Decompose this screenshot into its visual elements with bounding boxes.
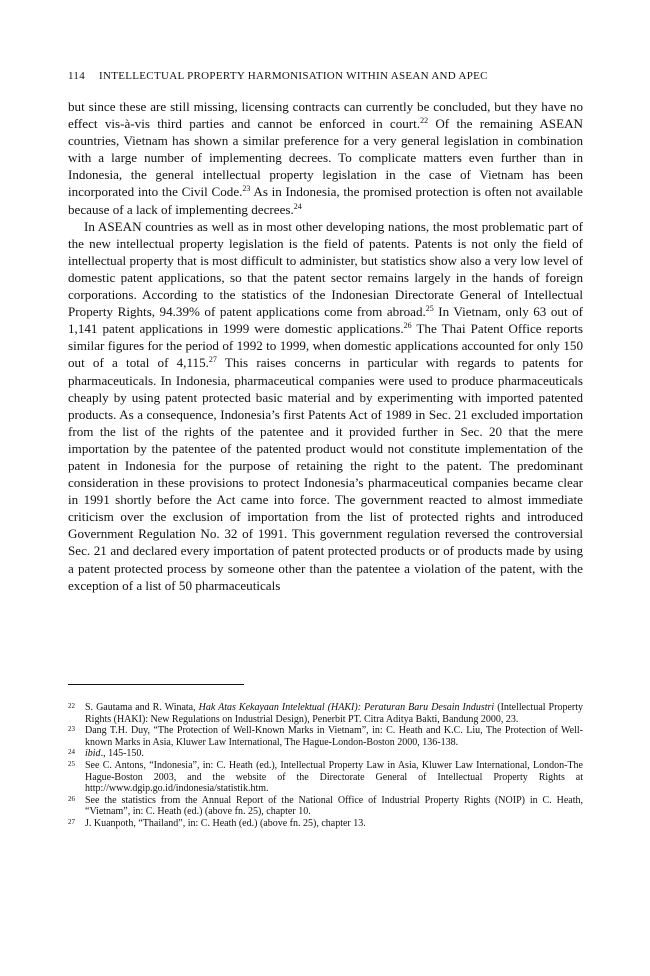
footnote-ref-22[interactable]: 22 xyxy=(420,116,429,126)
footnote-27 xyxy=(68,818,583,830)
text-run: In ASEAN countries as well as in most other developing nations, the most problematic part of the new intellectual property legislation is the field of patents. Patents is not only the field of intellectual property that is most difficult to administer, but statistics show also a very low level of domestic patent applications, so that the patent sector remains largely in the hands of foreign corporations. According to the statistics of the Indonesian Directorate General of Intellectual Property Rights, 94.39% of patent applications come from abroad. xyxy=(68,218,583,320)
footnote-23 xyxy=(68,725,583,748)
footnote-22 xyxy=(68,702,583,725)
footnote-text: See the statistics from the Annual Report of the National Office of Industrial Property Rights (NOIP) in C. Heath, “Vietnam”, in: C. Heath (ed.) (above fn. 25), chapter 10. xyxy=(85,794,583,818)
text-run: but since these are still missing, licensing contracts can currently be concluded, but they have no effect vis-à-vis third parties and cannot be enforced in court. xyxy=(68,99,583,132)
body-text xyxy=(68,98,583,594)
footnote-text: S. Gautama and R. Winata, Hak Atas Kekayaan Intelektual (HAKI): Peraturan Baru Desain Industri (Intellectual Property Rights (HAKI): New Regulations on Industrial Design), Penerbit PT. Citra Aditya Bakti, Bandung 2000, 23. xyxy=(85,702,583,725)
page-number: 114 xyxy=(68,70,85,82)
text-run: In Vietnam, only 63 out of 1,141 patent applications in 1999 were domestic applications. xyxy=(68,304,583,337)
footnote-separator xyxy=(68,684,244,685)
footnote-number: 27 xyxy=(68,817,75,826)
footnote-25 xyxy=(68,760,583,795)
footnote-number: 22 xyxy=(68,702,75,710)
footnote-text: See C. Antons, “Indonesia”, in: C. Heath (ed.), Intellectual Property Law in Asia, Kluwer Law International, London-The Hague-Boston 2003, and the website of the Directorate General of Intellectual Property Rights at http://www.dgip.go.id/indonesia/statistik.htm. xyxy=(85,759,583,795)
paragraph-1 xyxy=(68,98,583,218)
paragraph-2 xyxy=(68,218,583,594)
footnote-number: 25 xyxy=(68,759,75,768)
footnote-number: 23 xyxy=(68,725,75,734)
footnote-ref-25[interactable]: 25 xyxy=(425,304,434,314)
footnote-24 xyxy=(68,748,583,760)
footnote-ref-26[interactable]: 26 xyxy=(403,321,412,331)
footnote-text: Dang T.H. Duy, “The Protection of Well-Known Marks in Vietnam”, in: C. Heath and K.C. Liu, The Protection of Well-known Marks in Asia, Kluwer Law International, The Hague-London-Boston 2000, 136-138. xyxy=(85,725,583,748)
footnote-text: J. Kuanpoth, “Thailand”, in: C. Heath (ed.) (above fn. 25), chapter 13. xyxy=(85,817,366,829)
running-title: INTELLECTUAL PROPERTY HARMONISATION WITHIN ASEAN AND APEC xyxy=(99,70,488,82)
footnote-ref-24[interactable]: 24 xyxy=(293,201,302,211)
footnote-ref-23[interactable]: 23 xyxy=(242,184,251,194)
footnote-text: ibid., 145-150. xyxy=(85,748,144,760)
running-header xyxy=(68,70,588,82)
footnote-number: 26 xyxy=(68,794,75,803)
text-run: This raises concerns in particular with regards to patents for pharmaceuticals. In Indonesia, pharmaceutical companies were used to produce pharmaceuticals cheaply by using patent protected basic material and by experimenting with imported patented products. As a consequence, Indonesia’s first Patents Act of 1989 in Sec. 21 excluded importation from the list of the rights of the patentee and it provided further in Sec. 20 that the mere importation by the patentee of the patented product would not constitute implementation of the patent in Indonesia for the purpose of retaining the right to the patent. The predominant consideration in these provisions to protect Indonesia’s pharmaceutical companies became clear in 1991 shortly before the Act came into force. The government reacted to almost immediate criticism over the exclusion of importation from the list of protected rights and introduced Government Regulation No. 32 of 1991. This government regulation reversed the controversial Sec. 21 and declared every importation of patent protected products or of products made by using a patent protected process by someone other than the patentee a violation of the patent, with the exception of a list of 50 pharmaceuticals xyxy=(68,355,583,593)
text-run: As in Indonesia, the promised protection is often not available because of a lack of implementing decrees. xyxy=(68,184,583,217)
footnote-26 xyxy=(68,795,583,818)
footnotes xyxy=(68,702,583,830)
text-run: Of the remaining ASEAN countries, Vietnam has shown a similar preference for a very general legislation in combination with a large number of implementing decrees. To complicate matters even further than in Indonesia, the general intellectual property legislation in the case of Vietnam has been incorporated into the Civil Code. xyxy=(68,116,583,200)
footnote-ref-27[interactable]: 27 xyxy=(208,355,217,365)
text-run: The Thai Patent Office reports similar figures for the period of 1992 to 1999, when domestic applications accounted for only 150 out of a total of 4,115. xyxy=(68,321,583,371)
footnote-number: 24 xyxy=(68,748,75,757)
